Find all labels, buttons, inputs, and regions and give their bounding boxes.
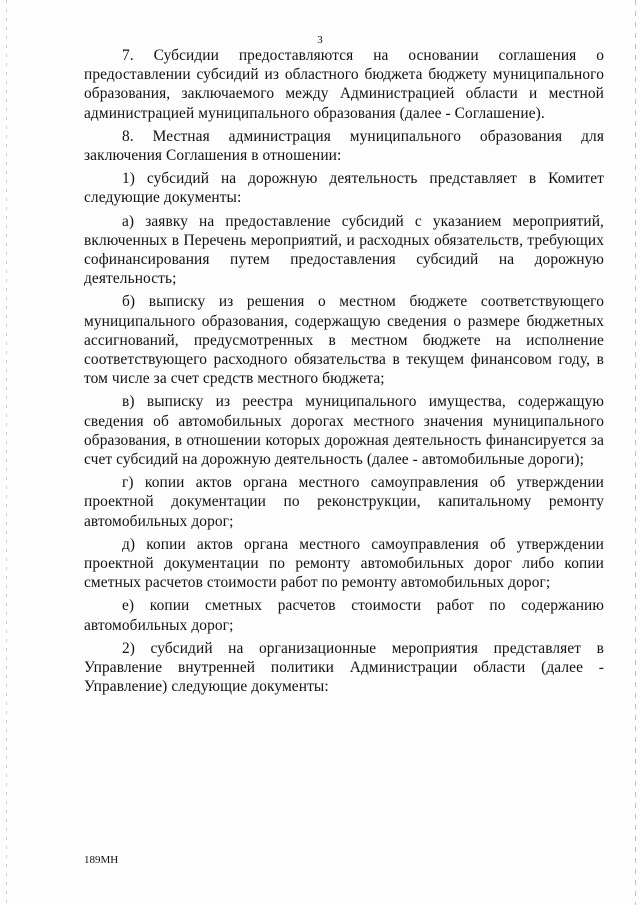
paragraph-8: 8. Местная администрация муниципального образования для заключения Соглашения в отношении: xyxy=(84,127,604,165)
paragraph-8-1-v: в) выписку из реестра муниципального имущества, содержащую сведения об автомобильных дорогах местного значения муниципального образования, в отношении которых дорожная деятельность финансируется за счет субсидий на дорожную деятельность (далее - автомобильные дороги); xyxy=(84,393,604,469)
paragraph-8-1-e: е) копии сметных расчетов стоимости работ по содержанию автомобильных дорог; xyxy=(84,597,604,634)
paragraph-8-1-a: а) заявку на предоставление субсидий с указанием мероприятий, включенных в Перечень мероприятий, и расходных обязательств, требующих софинансирования путем предоставления субсидий на дорожную деятельность; xyxy=(84,212,604,288)
paragraph-8-2: 2) субсидий на организационные мероприятия представляет в Управление внутренней политики Администрации области (далее - Управление) следующие документы: xyxy=(84,639,604,696)
document-body xyxy=(84,46,604,701)
page-number: 3 xyxy=(317,34,323,46)
scan-edge-left xyxy=(6,0,7,905)
document-code: 189МН xyxy=(84,854,119,866)
scan-edge-right xyxy=(635,0,636,905)
paragraph-8-1-d: д) копии актов органа местного самоуправления об утверждении проектной документации по ремонту автомобильных дорог либо копии сметных расчетов стоимости работ по ремонту автомобильных дорог; xyxy=(84,535,604,592)
paragraph-8-1-b: б) выписку из решения о местном бюджете соответствующего муниципального образования, содержащую сведения о размере бюджетных ассигнований, предусмотренных в местном бюджете на исполнение соответствующего расходного обязательства в текущем финансовом году, в том числе за счет средств местного бюджета; xyxy=(84,293,604,388)
paragraph-7: 7. Субсидии предоставляются на основании соглашения о предоставлении субсидий из областного бюджета бюджету муниципального образования, заключаемого между Администрацией области и местной администрацией муниципального образования (далее - Соглашение). xyxy=(84,47,604,122)
paragraph-8-1-g: г) копии актов органа местного самоуправления об утверждении проектной документации по реконструкции, капитальному ремонту автомобильных дорог; xyxy=(84,474,604,530)
paragraph-8-1: 1) субсидий на дорожную деятельность представляет в Комитет следующие документы: xyxy=(84,170,604,207)
